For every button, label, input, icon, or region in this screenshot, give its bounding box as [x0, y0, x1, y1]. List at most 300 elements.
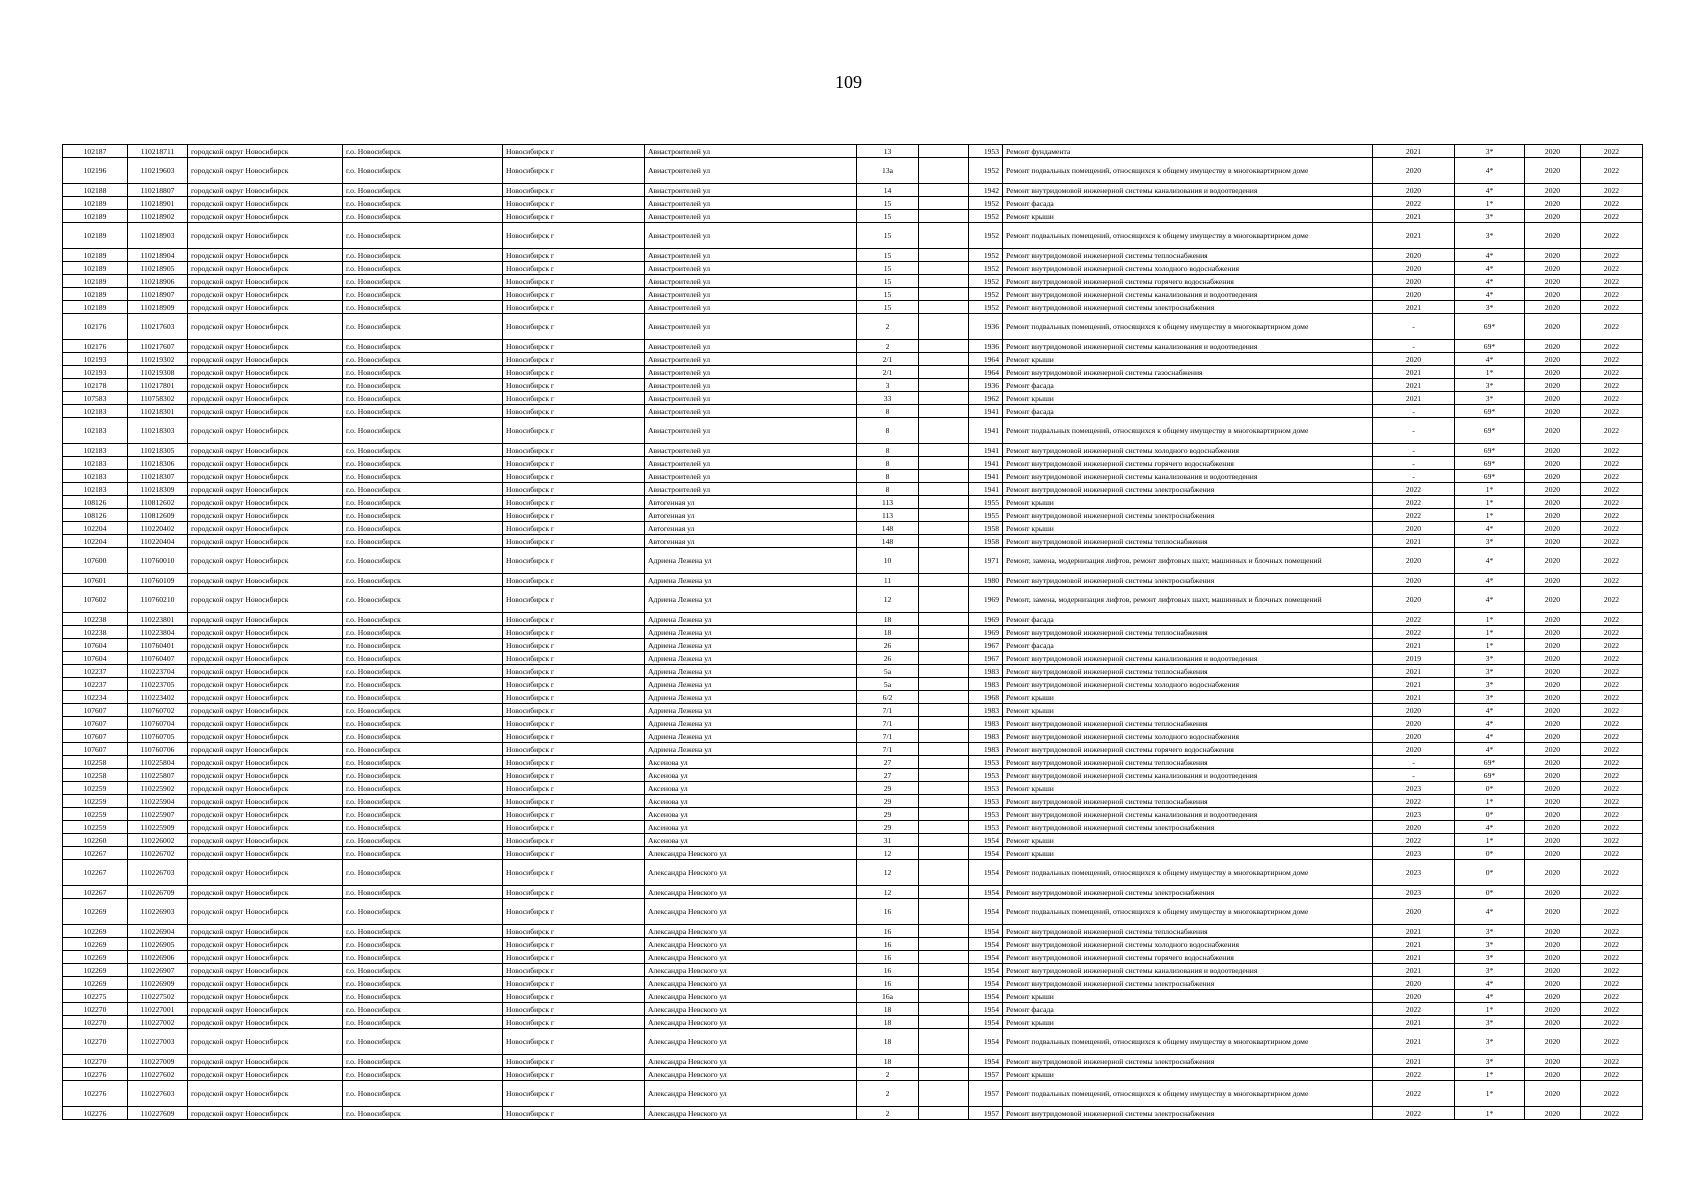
- cell-work-id: 110220402: [128, 522, 188, 535]
- cell-house-number: 16: [857, 951, 919, 964]
- cell-index: 4*: [1455, 574, 1525, 587]
- cell-house-id: 102275: [63, 990, 128, 1003]
- cell-house-id: 102269: [63, 951, 128, 964]
- table-row: [63, 678, 1643, 691]
- cell-period-end: 2022: [1581, 951, 1643, 964]
- cell-index: 4*: [1455, 730, 1525, 743]
- cell-index: 3*: [1455, 652, 1525, 665]
- cell-planned-year: 2023: [1373, 860, 1455, 886]
- cell-municipal-short: г.о. Новосибирск: [343, 574, 503, 587]
- cell-street: Аксенова ул: [645, 795, 857, 808]
- cell-house-number: 26: [857, 652, 919, 665]
- cell-municipality: городской округ Новосибирск: [188, 1081, 343, 1107]
- cell-work-id: 110218906: [128, 275, 188, 288]
- table-row: [63, 769, 1643, 782]
- cell-period-end: 2022: [1581, 925, 1643, 938]
- cell-building: [919, 951, 969, 964]
- table-row: [63, 808, 1643, 821]
- cell-house-number: 3: [857, 379, 919, 392]
- cell-house-id: 102189: [63, 301, 128, 314]
- cell-work-type: Ремонт внутридомовой инженерной системы теплоснабжения: [1003, 626, 1373, 639]
- cell-settlement: Новосибирск г: [503, 1029, 645, 1055]
- cell-year-built: 1941: [969, 418, 1003, 444]
- cell-period-end: 2022: [1581, 938, 1643, 951]
- cell-index: 3*: [1455, 938, 1525, 951]
- cell-index: 4*: [1455, 743, 1525, 756]
- cell-planned-year: 2020: [1373, 743, 1455, 756]
- cell-index: 3*: [1455, 951, 1525, 964]
- cell-building: [919, 197, 969, 210]
- cell-period-start: 2020: [1525, 704, 1581, 717]
- cell-municipality: городской округ Новосибирск: [188, 249, 343, 262]
- cell-planned-year: 2020: [1373, 184, 1455, 197]
- cell-work-type: Ремонт фасада: [1003, 613, 1373, 626]
- cell-municipal-short: г.о. Новосибирск: [343, 821, 503, 834]
- cell-planned-year: 2022: [1373, 1068, 1455, 1081]
- cell-work-id: 110760705: [128, 730, 188, 743]
- table-row: [63, 704, 1643, 717]
- table-row: [63, 470, 1643, 483]
- cell-planned-year: 2021: [1373, 925, 1455, 938]
- cell-municipality: городской округ Новосибирск: [188, 587, 343, 613]
- cell-building: [919, 535, 969, 548]
- cell-settlement: Новосибирск г: [503, 665, 645, 678]
- cell-work-id: 110223704: [128, 665, 188, 678]
- cell-house-number: 27: [857, 769, 919, 782]
- cell-planned-year: 2022: [1373, 613, 1455, 626]
- cell-work-type: Ремонт внутридомовой инженерной системы горячего водоснабжения: [1003, 743, 1373, 756]
- table-row: [63, 418, 1643, 444]
- cell-work-type: Ремонт фасада: [1003, 1003, 1373, 1016]
- cell-municipal-short: г.о. Новосибирск: [343, 418, 503, 444]
- cell-index: 3*: [1455, 379, 1525, 392]
- cell-period-start: 2020: [1525, 405, 1581, 418]
- table-row: [63, 522, 1643, 535]
- cell-year-built: 1953: [969, 821, 1003, 834]
- cell-municipality: городской округ Новосибирск: [188, 795, 343, 808]
- cell-planned-year: 2022: [1373, 834, 1455, 847]
- cell-year-built: 1941: [969, 444, 1003, 457]
- cell-house-id: 102259: [63, 821, 128, 834]
- cell-period-end: 2022: [1581, 990, 1643, 1003]
- cell-municipality: городской округ Новосибирск: [188, 548, 343, 574]
- cell-house-id: 102189: [63, 249, 128, 262]
- cell-year-built: 1941: [969, 470, 1003, 483]
- cell-house-number: 11: [857, 574, 919, 587]
- cell-house-id: 102269: [63, 977, 128, 990]
- cell-year-built: 1954: [969, 899, 1003, 925]
- cell-settlement: Новосибирск г: [503, 886, 645, 899]
- cell-building: [919, 678, 969, 691]
- cell-index: 0*: [1455, 847, 1525, 860]
- cell-work-id: 110760109: [128, 574, 188, 587]
- cell-period-end: 2022: [1581, 652, 1643, 665]
- cell-period-start: 2020: [1525, 1107, 1581, 1120]
- cell-house-number: 8: [857, 418, 919, 444]
- cell-period-end: 2022: [1581, 366, 1643, 379]
- cell-municipal-short: г.о. Новосибирск: [343, 756, 503, 769]
- cell-municipal-short: г.о. Новосибирск: [343, 275, 503, 288]
- cell-year-built: 1954: [969, 951, 1003, 964]
- cell-period-start: 2020: [1525, 1029, 1581, 1055]
- cell-building: [919, 899, 969, 925]
- cell-period-start: 2020: [1525, 1003, 1581, 1016]
- cell-period-start: 2020: [1525, 145, 1581, 158]
- cell-year-built: 1983: [969, 730, 1003, 743]
- cell-year-built: 1954: [969, 938, 1003, 951]
- cell-building: [919, 795, 969, 808]
- table-row: [63, 1107, 1643, 1120]
- cell-settlement: Новосибирск г: [503, 418, 645, 444]
- cell-building: [919, 496, 969, 509]
- cell-period-start: 2020: [1525, 652, 1581, 665]
- cell-municipal-short: г.о. Новосибирск: [343, 717, 503, 730]
- cell-period-end: 2022: [1581, 457, 1643, 470]
- cell-work-type: Ремонт внутридомовой инженерной системы теплоснабжения: [1003, 717, 1373, 730]
- cell-planned-year: 2020: [1373, 353, 1455, 366]
- cell-street: Авиастроителей ул: [645, 158, 857, 184]
- cell-work-type: Ремонт внутридомовой инженерной системы теплоснабжения: [1003, 665, 1373, 678]
- cell-building: [919, 366, 969, 379]
- cell-house-number: 18: [857, 1003, 919, 1016]
- table-row: [63, 262, 1643, 275]
- cell-house-number: 6/2: [857, 691, 919, 704]
- cell-index: 4*: [1455, 821, 1525, 834]
- table-row: [63, 1055, 1643, 1068]
- cell-house-number: 16: [857, 899, 919, 925]
- cell-house-id: 102259: [63, 808, 128, 821]
- cell-house-number: 2/1: [857, 366, 919, 379]
- cell-house-number: 16а: [857, 990, 919, 1003]
- cell-house-number: 18: [857, 1029, 919, 1055]
- cell-municipality: городской округ Новосибирск: [188, 509, 343, 522]
- cell-house-number: 12: [857, 860, 919, 886]
- cell-municipality: городской округ Новосибирск: [188, 1107, 343, 1120]
- cell-planned-year: 2021: [1373, 1055, 1455, 1068]
- cell-municipal-short: г.о. Новосибирск: [343, 496, 503, 509]
- cell-index: 1*: [1455, 1107, 1525, 1120]
- cell-municipal-short: г.о. Новосибирск: [343, 379, 503, 392]
- cell-settlement: Новосибирск г: [503, 951, 645, 964]
- cell-work-id: 110227603: [128, 1081, 188, 1107]
- cell-index: 3*: [1455, 691, 1525, 704]
- cell-settlement: Новосибирск г: [503, 938, 645, 951]
- cell-planned-year: 2022: [1373, 496, 1455, 509]
- cell-house-number: 18: [857, 626, 919, 639]
- cell-index: 3*: [1455, 1055, 1525, 1068]
- cell-house-id: 102188: [63, 184, 128, 197]
- cell-period-start: 2020: [1525, 678, 1581, 691]
- cell-house-id: 107607: [63, 743, 128, 756]
- cell-period-start: 2020: [1525, 197, 1581, 210]
- cell-house-number: 16: [857, 964, 919, 977]
- cell-house-number: 18: [857, 613, 919, 626]
- cell-year-built: 1962: [969, 392, 1003, 405]
- cell-work-id: 110227003: [128, 1029, 188, 1055]
- table-row: [63, 639, 1643, 652]
- cell-municipality: городской округ Новосибирск: [188, 314, 343, 340]
- cell-street: Аксенова ул: [645, 834, 857, 847]
- cell-period-start: 2020: [1525, 756, 1581, 769]
- cell-period-end: 2022: [1581, 392, 1643, 405]
- cell-planned-year: 2023: [1373, 782, 1455, 795]
- cell-building: [919, 834, 969, 847]
- cell-work-id: 110223705: [128, 678, 188, 691]
- cell-planned-year: -: [1373, 444, 1455, 457]
- cell-municipality: городской округ Новосибирск: [188, 444, 343, 457]
- table-row: [63, 535, 1643, 548]
- cell-house-number: 10: [857, 548, 919, 574]
- cell-house-id: 102204: [63, 522, 128, 535]
- table-row: [63, 743, 1643, 756]
- cell-house-number: 15: [857, 301, 919, 314]
- cell-period-end: 2022: [1581, 249, 1643, 262]
- cell-house-id: 102193: [63, 353, 128, 366]
- cell-street: Авиастроителей ул: [645, 444, 857, 457]
- cell-building: [919, 379, 969, 392]
- cell-year-built: 1955: [969, 509, 1003, 522]
- cell-work-type: Ремонт фасада: [1003, 639, 1373, 652]
- cell-year-built: 1958: [969, 522, 1003, 535]
- cell-index: 3*: [1455, 392, 1525, 405]
- cell-municipality: городской округ Новосибирск: [188, 197, 343, 210]
- cell-period-start: 2020: [1525, 483, 1581, 496]
- cell-house-id: 102187: [63, 145, 128, 158]
- cell-municipality: городской округ Новосибирск: [188, 1003, 343, 1016]
- cell-planned-year: 2019: [1373, 652, 1455, 665]
- cell-house-number: 5а: [857, 678, 919, 691]
- cell-year-built: 1952: [969, 262, 1003, 275]
- cell-work-type: Ремонт фасада: [1003, 405, 1373, 418]
- cell-period-end: 2022: [1581, 860, 1643, 886]
- cell-work-type: Ремонт внутридомовой инженерной системы горячего водоснабжения: [1003, 457, 1373, 470]
- cell-municipal-short: г.о. Новосибирск: [343, 197, 503, 210]
- cell-planned-year: 2020: [1373, 262, 1455, 275]
- cell-work-id: 110218904: [128, 249, 188, 262]
- cell-period-end: 2022: [1581, 977, 1643, 990]
- cell-period-start: 2020: [1525, 288, 1581, 301]
- cell-work-id: 110225807: [128, 769, 188, 782]
- cell-index: 3*: [1455, 223, 1525, 249]
- cell-street: Авиастроителей ул: [645, 262, 857, 275]
- cell-municipal-short: г.о. Новосибирск: [343, 990, 503, 1003]
- cell-settlement: Новосибирск г: [503, 470, 645, 483]
- cell-period-end: 2022: [1581, 1068, 1643, 1081]
- cell-municipal-short: г.о. Новосибирск: [343, 262, 503, 275]
- cell-period-start: 2020: [1525, 509, 1581, 522]
- cell-municipal-short: г.о. Новосибирск: [343, 210, 503, 223]
- cell-street: Аксенова ул: [645, 821, 857, 834]
- cell-settlement: Новосибирск г: [503, 652, 645, 665]
- cell-planned-year: 2021: [1373, 951, 1455, 964]
- cell-house-number: 2/1: [857, 353, 919, 366]
- cell-settlement: Новосибирск г: [503, 340, 645, 353]
- cell-municipality: городской округ Новосибирск: [188, 639, 343, 652]
- cell-street: Авиастроителей ул: [645, 418, 857, 444]
- cell-house-id: 102269: [63, 899, 128, 925]
- cell-street: Авиастроителей ул: [645, 353, 857, 366]
- cell-house-number: 15: [857, 249, 919, 262]
- cell-year-built: 1969: [969, 587, 1003, 613]
- table-row: [63, 145, 1643, 158]
- cell-municipality: городской округ Новосибирск: [188, 1068, 343, 1081]
- cell-planned-year: 2022: [1373, 1003, 1455, 1016]
- cell-planned-year: 2023: [1373, 847, 1455, 860]
- cell-work-type: Ремонт внутридомовой инженерной системы электроснабжения: [1003, 483, 1373, 496]
- cell-planned-year: 2021: [1373, 938, 1455, 951]
- cell-index: 1*: [1455, 639, 1525, 652]
- cell-building: [919, 964, 969, 977]
- cell-index: 69*: [1455, 314, 1525, 340]
- cell-house-number: 12: [857, 587, 919, 613]
- cell-planned-year: 2020: [1373, 275, 1455, 288]
- cell-work-type: Ремонт фундамента: [1003, 145, 1373, 158]
- cell-planned-year: 2021: [1373, 301, 1455, 314]
- cell-work-type: Ремонт внутридомовой инженерной системы горячего водоснабжения: [1003, 951, 1373, 964]
- cell-period-start: 2020: [1525, 470, 1581, 483]
- cell-work-id: 110220404: [128, 535, 188, 548]
- table-row: [63, 886, 1643, 899]
- cell-municipality: городской округ Новосибирск: [188, 899, 343, 925]
- cell-index: 1*: [1455, 1003, 1525, 1016]
- cell-building: [919, 405, 969, 418]
- cell-municipal-short: г.о. Новосибирск: [343, 769, 503, 782]
- cell-planned-year: 2021: [1373, 145, 1455, 158]
- repair-schedule-table: [62, 144, 1643, 1120]
- cell-work-type: Ремонт внутридомовой инженерной системы холодного водоснабжения: [1003, 938, 1373, 951]
- table-row: [63, 366, 1643, 379]
- cell-index: 1*: [1455, 1068, 1525, 1081]
- cell-index: 1*: [1455, 626, 1525, 639]
- cell-building: [919, 808, 969, 821]
- table-row: [63, 210, 1643, 223]
- cell-house-id: 102269: [63, 938, 128, 951]
- cell-period-end: 2022: [1581, 691, 1643, 704]
- cell-settlement: Новосибирск г: [503, 691, 645, 704]
- cell-municipality: городской округ Новосибирск: [188, 145, 343, 158]
- table-row: [63, 405, 1643, 418]
- table-row: [63, 457, 1643, 470]
- cell-municipal-short: г.о. Новосибирск: [343, 1068, 503, 1081]
- cell-municipal-short: г.о. Новосибирск: [343, 457, 503, 470]
- cell-work-type: Ремонт крыши: [1003, 496, 1373, 509]
- cell-year-built: 1936: [969, 314, 1003, 340]
- cell-index: 0*: [1455, 886, 1525, 899]
- cell-municipality: городской округ Новосибирск: [188, 1016, 343, 1029]
- cell-house-number: 8: [857, 444, 919, 457]
- cell-index: 69*: [1455, 340, 1525, 353]
- cell-work-id: 110218305: [128, 444, 188, 457]
- cell-year-built: 1954: [969, 1003, 1003, 1016]
- cell-municipality: городской округ Новосибирск: [188, 613, 343, 626]
- cell-settlement: Новосибирск г: [503, 925, 645, 938]
- cell-work-type: Ремонт внутридомовой инженерной системы канализования и водоотведения: [1003, 470, 1373, 483]
- cell-municipal-short: г.о. Новосибирск: [343, 483, 503, 496]
- cell-municipal-short: г.о. Новосибирск: [343, 340, 503, 353]
- cell-settlement: Новосибирск г: [503, 522, 645, 535]
- cell-house-number: 16: [857, 977, 919, 990]
- cell-municipality: городской округ Новосибирск: [188, 470, 343, 483]
- cell-index: 3*: [1455, 678, 1525, 691]
- cell-planned-year: -: [1373, 314, 1455, 340]
- cell-municipal-short: г.о. Новосибирск: [343, 938, 503, 951]
- cell-municipal-short: г.о. Новосибирск: [343, 834, 503, 847]
- cell-period-start: 2020: [1525, 990, 1581, 1003]
- cell-municipal-short: г.о. Новосибирск: [343, 1055, 503, 1068]
- cell-house-id: 107607: [63, 704, 128, 717]
- cell-house-number: 29: [857, 821, 919, 834]
- cell-settlement: Новосибирск г: [503, 587, 645, 613]
- cell-settlement: Новосибирск г: [503, 457, 645, 470]
- cell-street: Александра Невского ул: [645, 925, 857, 938]
- cell-period-end: 2022: [1581, 1055, 1643, 1068]
- cell-house-number: 15: [857, 288, 919, 301]
- cell-street: Аксенова ул: [645, 756, 857, 769]
- cell-municipal-short: г.о. Новосибирск: [343, 587, 503, 613]
- cell-house-number: 7/1: [857, 730, 919, 743]
- cell-work-type: Ремонт внутридомовой инженерной системы электроснабжения: [1003, 1055, 1373, 1068]
- cell-year-built: 1954: [969, 886, 1003, 899]
- cell-settlement: Новосибирск г: [503, 275, 645, 288]
- cell-work-type: Ремонт крыши: [1003, 847, 1373, 860]
- cell-period-end: 2022: [1581, 886, 1643, 899]
- cell-house-number: 15: [857, 223, 919, 249]
- cell-work-type: Ремонт внутридомовой инженерной системы газоснабжения: [1003, 366, 1373, 379]
- cell-period-end: 2022: [1581, 756, 1643, 769]
- cell-index: 69*: [1455, 756, 1525, 769]
- cell-house-id: 102234: [63, 691, 128, 704]
- cell-period-start: 2020: [1525, 262, 1581, 275]
- table-row: [63, 1029, 1643, 1055]
- cell-period-end: 2022: [1581, 613, 1643, 626]
- cell-settlement: Новосибирск г: [503, 782, 645, 795]
- table-row: [63, 665, 1643, 678]
- cell-work-type: Ремонт внутридомовой инженерной системы теплоснабжения: [1003, 535, 1373, 548]
- cell-planned-year: -: [1373, 756, 1455, 769]
- cell-municipal-short: г.о. Новосибирск: [343, 249, 503, 262]
- table-row: [63, 730, 1643, 743]
- cell-municipal-short: г.о. Новосибирск: [343, 184, 503, 197]
- cell-municipal-short: г.о. Новосибирск: [343, 626, 503, 639]
- cell-year-built: 1952: [969, 249, 1003, 262]
- cell-street: Адриена Лежена ул: [645, 652, 857, 665]
- cell-municipal-short: г.о. Новосибирск: [343, 535, 503, 548]
- cell-municipality: городской округ Новосибирск: [188, 652, 343, 665]
- cell-planned-year: 2021: [1373, 665, 1455, 678]
- cell-year-built: 1954: [969, 925, 1003, 938]
- cell-municipality: городской округ Новосибирск: [188, 184, 343, 197]
- cell-house-id: 102276: [63, 1081, 128, 1107]
- cell-building: [919, 652, 969, 665]
- cell-municipality: городской округ Новосибирск: [188, 366, 343, 379]
- cell-planned-year: 2020: [1373, 821, 1455, 834]
- cell-period-start: 2020: [1525, 340, 1581, 353]
- cell-year-built: 1983: [969, 665, 1003, 678]
- cell-period-start: 2020: [1525, 782, 1581, 795]
- cell-street: Александра Невского ул: [645, 1055, 857, 1068]
- cell-work-id: 110223804: [128, 626, 188, 639]
- cell-municipal-short: г.о. Новосибирск: [343, 613, 503, 626]
- cell-street: Александра Невского ул: [645, 847, 857, 860]
- cell-house-number: 27: [857, 756, 919, 769]
- cell-house-number: 12: [857, 886, 919, 899]
- cell-street: Автогенная ул: [645, 496, 857, 509]
- cell-period-start: 2020: [1525, 457, 1581, 470]
- cell-house-id: 102258: [63, 756, 128, 769]
- cell-settlement: Новосибирск г: [503, 314, 645, 340]
- cell-planned-year: 2020: [1373, 977, 1455, 990]
- cell-building: [919, 990, 969, 1003]
